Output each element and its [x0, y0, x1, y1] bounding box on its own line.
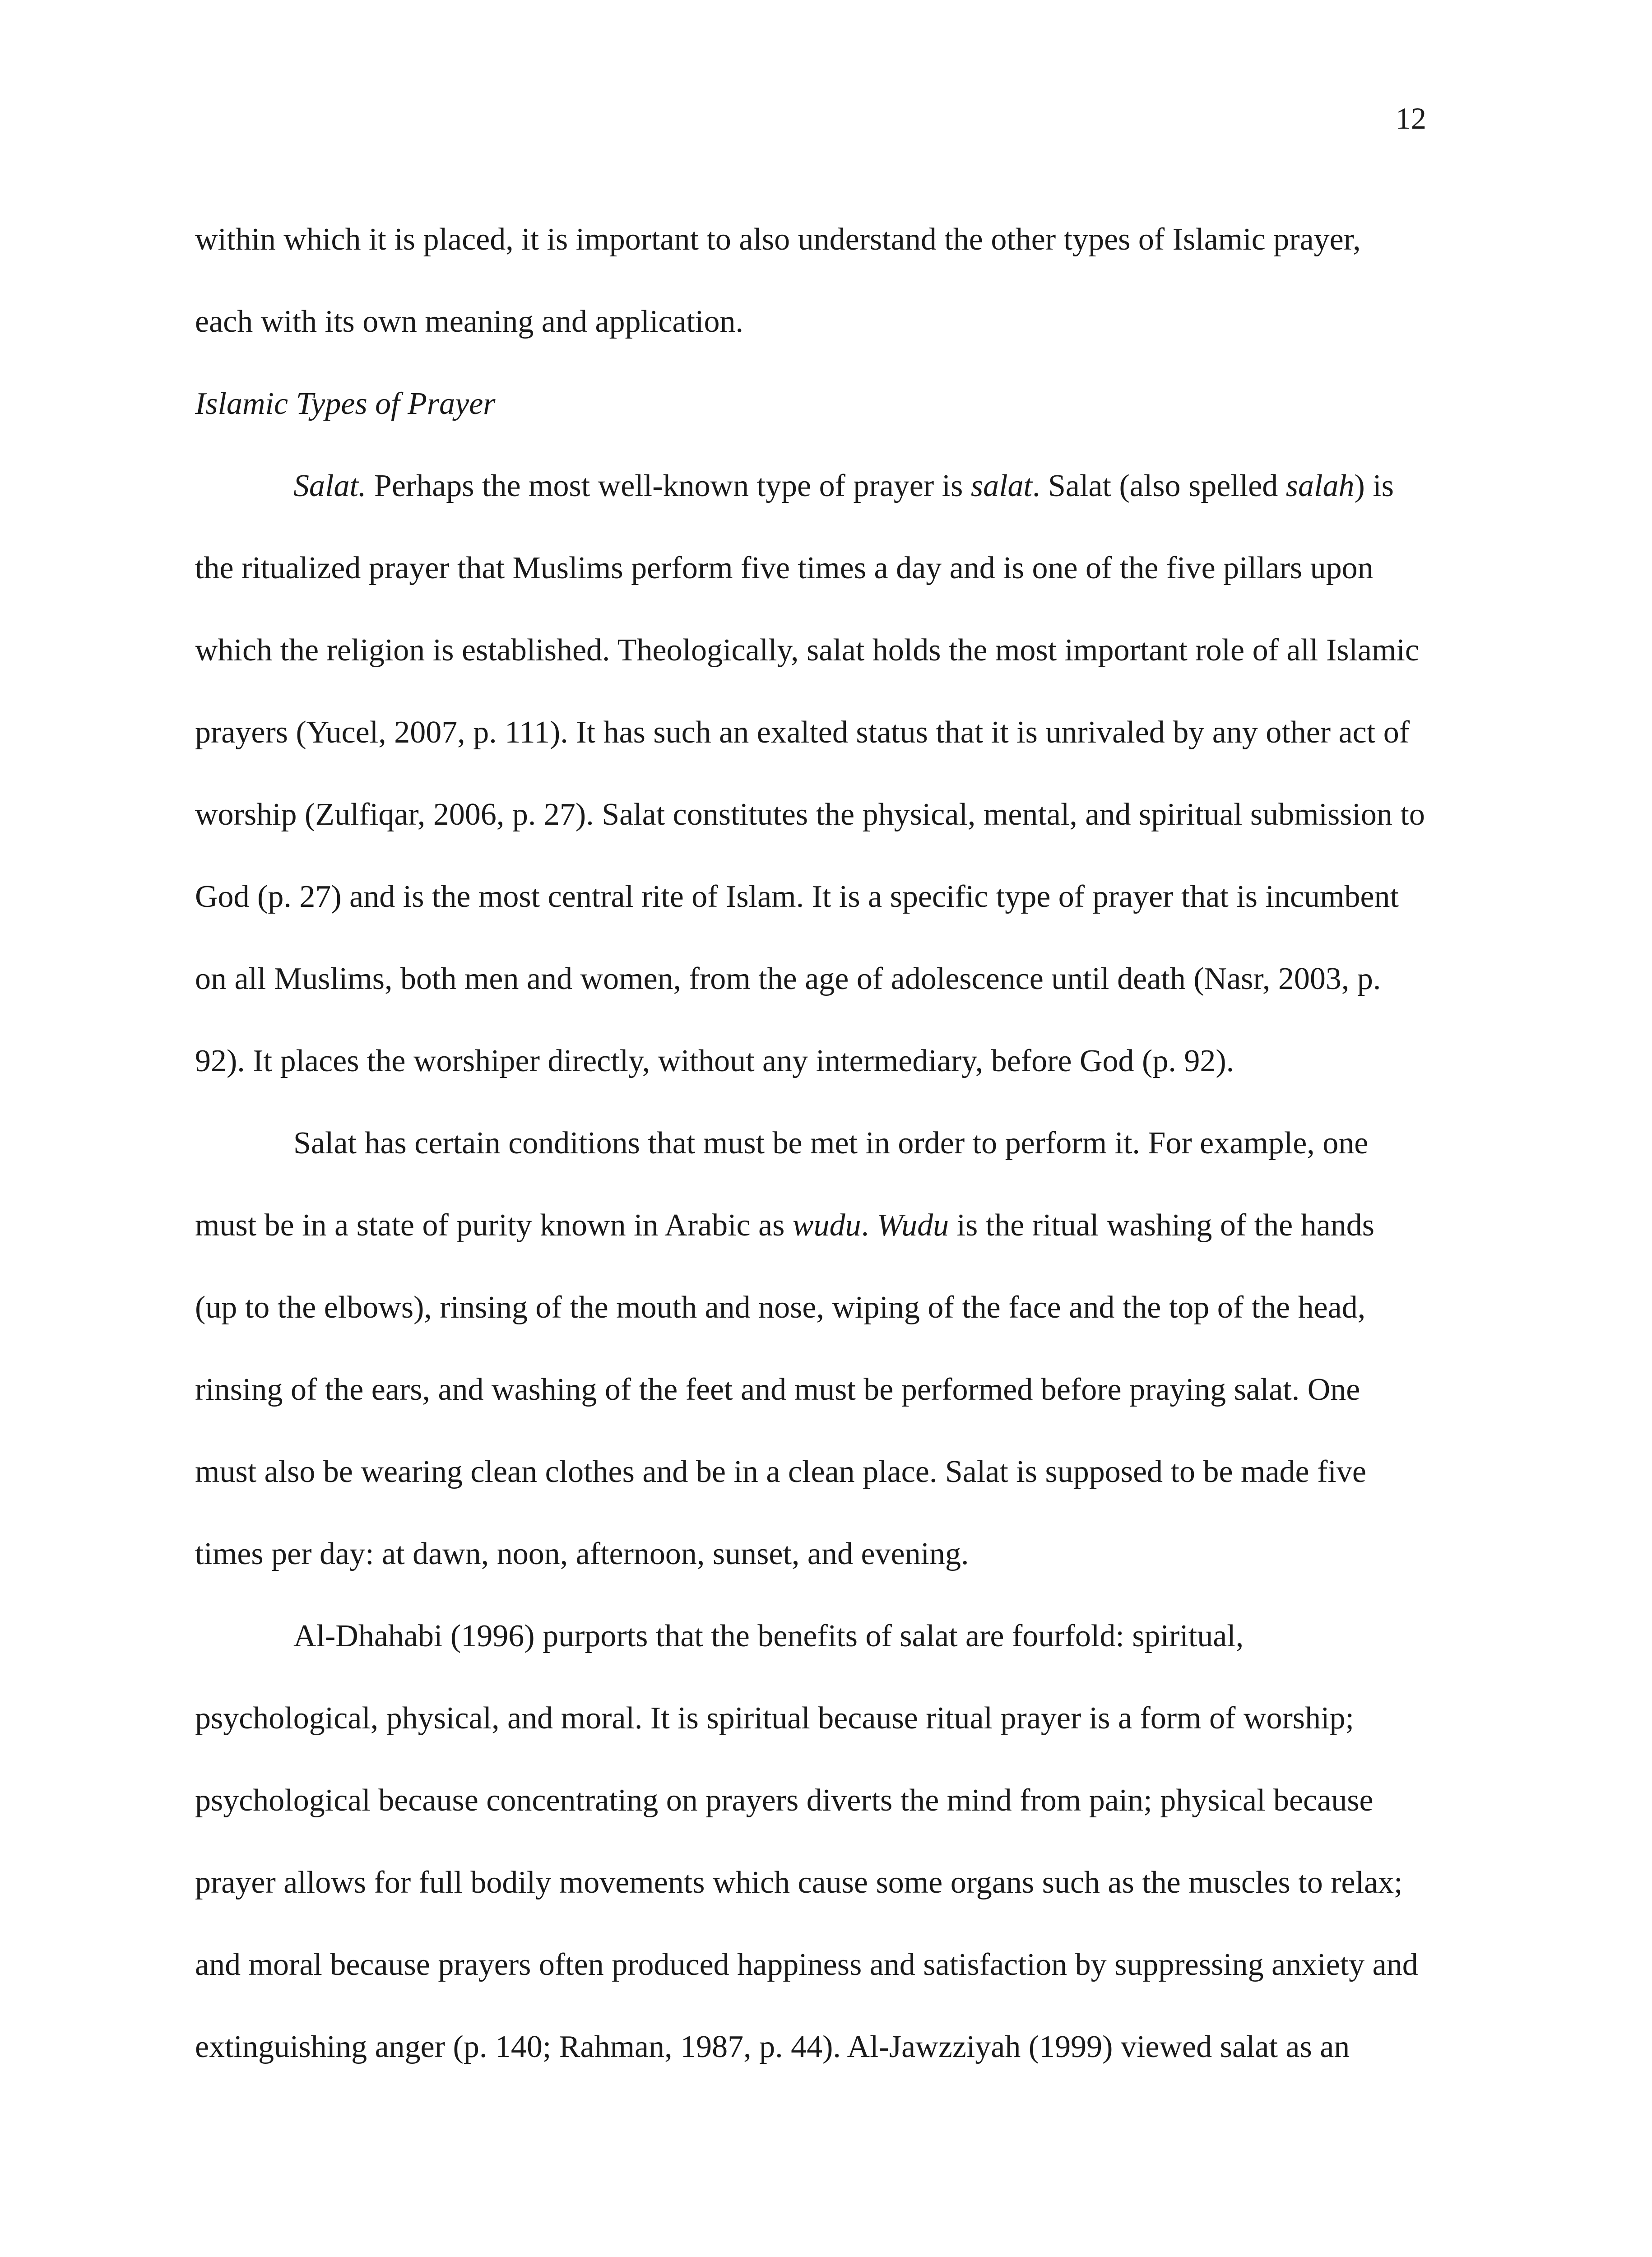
text-line — [195, 2006, 1477, 2088]
text-line — [195, 1760, 1477, 1842]
italic-term: Wudu — [877, 1208, 949, 1243]
text-segment: and moral because prayers often produced happiness and satisfaction by suppressing anxiety and — [195, 1947, 1418, 1982]
section-heading — [195, 363, 1477, 445]
text-line — [195, 938, 1477, 1020]
paragraph-start-line — [195, 1595, 1477, 1677]
italic-term: salah — [1285, 469, 1355, 503]
paragraph-start-line — [195, 1102, 1477, 1184]
text-segment: prayer allows for full bodily movements which cause some organs such as the muscles to relax; — [195, 1865, 1403, 1900]
body-text — [195, 199, 1477, 2088]
text-segment: prayers (Yucel, 2007, p. 111). It has such an exalted status that it is unrivaled by any other act of — [195, 715, 1410, 750]
text-line — [195, 1842, 1477, 1924]
text-segment: . — [861, 1208, 877, 1243]
text-line — [195, 692, 1477, 774]
text-segment: extinguishing anger (p. 140; Rahman, 1987, p. 44). Al-Jawzziyah (1999) viewed salat as an — [195, 2029, 1350, 2064]
page-number: 12 — [1396, 101, 1426, 135]
text-segment: within which it is placed, it is important to also understand the other types of Islamic prayer, — [195, 222, 1361, 257]
text-segment: psychological, physical, and moral. It is spiritual because ritual prayer is a form of worship; — [195, 1701, 1354, 1736]
text-line — [195, 856, 1477, 938]
text-segment: . Salat (also spelled — [1032, 469, 1286, 503]
text-line — [195, 1924, 1477, 2006]
text-line — [195, 1184, 1477, 1267]
text-segment: 92). It places the worshiper directly, without any intermediary, before God (p. 92). — [195, 1044, 1234, 1078]
section-heading-text: Islamic Types of Prayer — [195, 386, 496, 421]
text-segment: which the religion is established. Theologically, salat holds the most important role of all Islamic — [195, 633, 1419, 668]
text-segment: is the ritual washing of the hands — [949, 1208, 1374, 1243]
italic-term: wudu — [792, 1208, 861, 1243]
text-segment: on all Muslims, both men and women, from the age of adolescence until death (Nasr, 2003, p. — [195, 961, 1381, 996]
text-segment: rinsing of the ears, and washing of the feet and must be performed before praying salat. One — [195, 1372, 1360, 1407]
text-segment: must also be wearing clean clothes and be in a clean place. Salat is supposed to be made five — [195, 1454, 1366, 1489]
text-segment: times per day: at dawn, noon, afternoon, sunset, and evening. — [195, 1537, 969, 1571]
paragraph-start-line — [195, 445, 1477, 527]
subheading-salat: Salat. — [293, 469, 367, 503]
text-line — [195, 1513, 1477, 1595]
text-segment: psychological because concentrating on prayers diverts the mind from pain; physical because — [195, 1783, 1374, 1818]
text-line — [195, 281, 1477, 363]
text-segment: Perhaps the most well-known type of prayer is — [366, 469, 971, 503]
text-line — [195, 527, 1477, 609]
italic-term: salat — [970, 469, 1032, 503]
text-line — [195, 1677, 1477, 1760]
text-segment: must be in a state of purity known in Arabic as — [195, 1208, 793, 1243]
text-line — [195, 609, 1477, 692]
text-line — [195, 1020, 1477, 1102]
text-line — [195, 199, 1477, 281]
text-line — [195, 1349, 1477, 1431]
text-line — [195, 1267, 1477, 1349]
text-segment: Al-Dhahabi (1996) purports that the benefits of salat are fourfold: spiritual, — [293, 1619, 1244, 1653]
text-segment: the ritualized prayer that Muslims perform five times a day and is one of the five pillars upon — [195, 551, 1374, 585]
text-line — [195, 774, 1477, 856]
text-segment: (up to the elbows), rinsing of the mouth and nose, wiping of the face and the top of the head, — [195, 1290, 1366, 1325]
text-segment: worship (Zulfiqar, 2006, p. 27). Salat constitutes the physical, mental, and spiritual submission to — [195, 797, 1425, 832]
text-segment: each with its own meaning and application. — [195, 304, 743, 339]
text-segment: God (p. 27) and is the most central rite of Islam. It is a specific type of prayer that is incumbent — [195, 879, 1399, 914]
text-segment: ) is — [1354, 469, 1394, 503]
text-segment: Salat has certain conditions that must be met in order to perform it. For example, one — [293, 1126, 1369, 1161]
text-line — [195, 1431, 1477, 1513]
